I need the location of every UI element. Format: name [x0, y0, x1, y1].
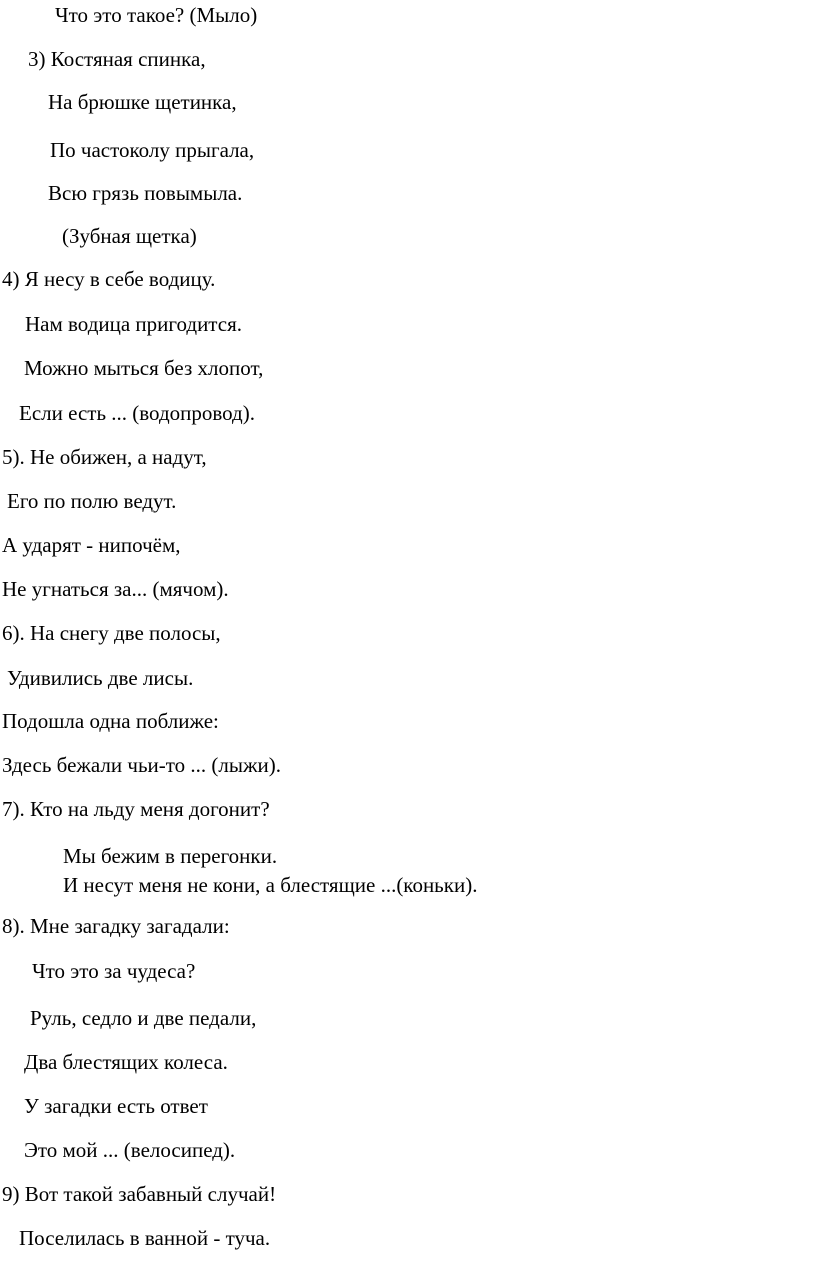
text-line: Если есть ... (водопровод).: [19, 401, 255, 425]
text-line: Подошла одна поближе:: [2, 709, 219, 733]
text-line: Руль, седло и две педали,: [30, 1006, 257, 1030]
text-line: Здесь бежали чьи-то ... (лыжи).: [2, 753, 281, 777]
text-line: Не угнаться за... (мячом).: [2, 577, 229, 601]
text-line: Можно мыться без хлопот,: [24, 356, 264, 380]
text-line: По частоколу прыгала,: [50, 138, 255, 162]
text-line: Удивились две лисы.: [7, 666, 194, 690]
text-line: 9) Вот такой забавный случай!: [2, 1182, 277, 1206]
text-line: 6). На снегу две полосы,: [2, 621, 221, 645]
text-line: Нам водица пригодится.: [25, 312, 242, 336]
text-line: И несут меня не кони, а блестящие ...(коньки).: [63, 873, 478, 897]
text-line: 3) Костяная спинка,: [28, 47, 206, 71]
text-line: Поселилась в ванной - туча.: [19, 1226, 271, 1250]
text-line: Что это за чудеса?: [32, 959, 196, 983]
text-line: У загадки есть ответ: [24, 1094, 208, 1118]
text-line: 8). Мне загадку загадали:: [2, 914, 230, 938]
text-line: Мы бежим в перегонки.: [63, 844, 278, 868]
text-line: На брюшке щетинка,: [48, 90, 237, 114]
text-line: А ударят - нипочём,: [2, 533, 181, 557]
text-line: (Зубная щетка): [62, 224, 197, 248]
text-line: 5). Не обижен, а надут,: [2, 445, 207, 469]
text-line: Два блестящих колеса.: [24, 1050, 228, 1074]
text-line: Всю грязь повымыла.: [48, 181, 243, 205]
text-line: Его по полю ведут.: [7, 489, 177, 513]
text-line: Это мой ... (велосипед).: [24, 1138, 236, 1162]
text-line: 7). Кто на льду меня догонит?: [2, 797, 270, 821]
text-line: 4) Я несу в себе водицу.: [2, 267, 216, 291]
text-line: Что это такое? (Мыло): [55, 3, 258, 27]
